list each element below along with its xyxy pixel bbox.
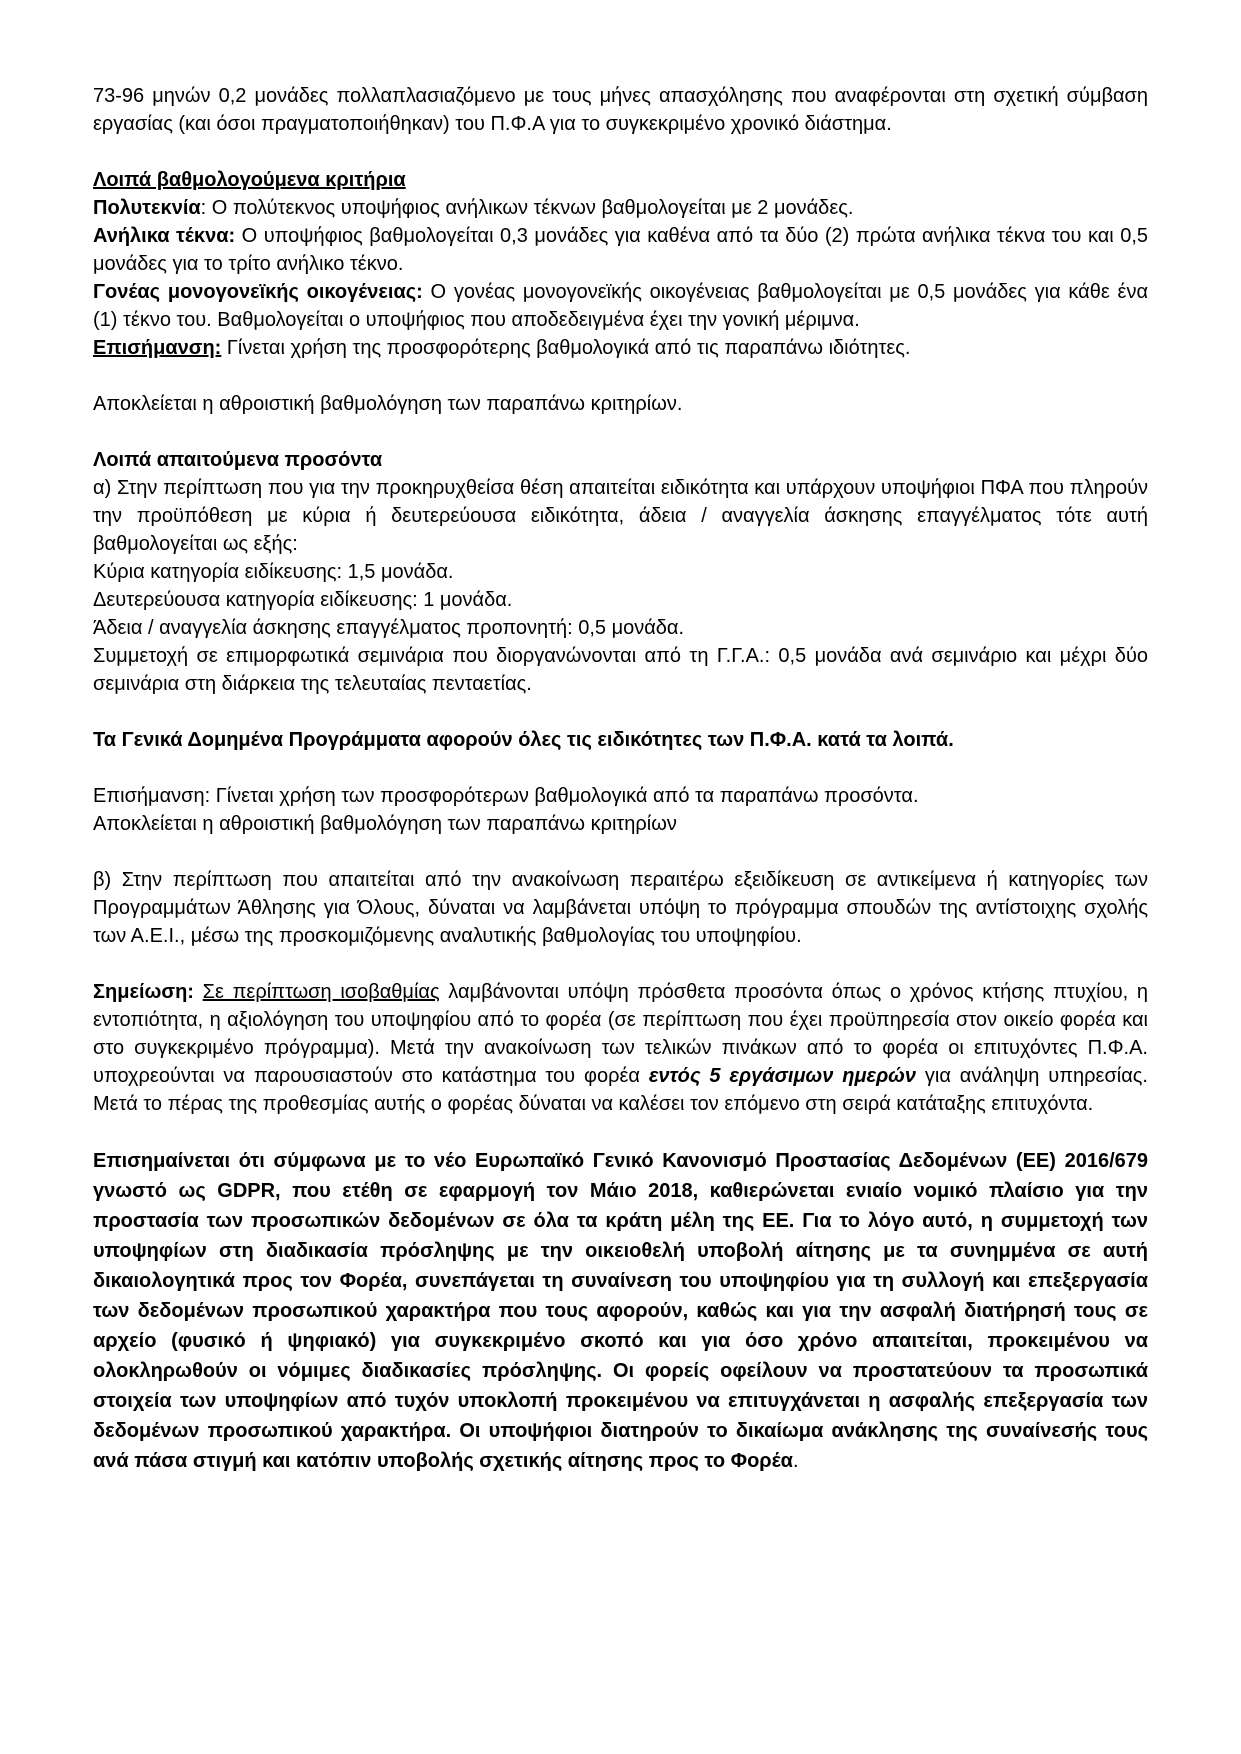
criterion-label: Πολυτεκνία <box>93 197 201 219</box>
blank-line <box>93 698 1148 726</box>
blank-line <box>93 362 1148 390</box>
criterion-single-parent <box>93 278 1148 334</box>
criterion-polyteknia <box>93 194 1148 222</box>
section-heading-required-qualifications <box>93 446 1148 474</box>
section-heading-scored-criteria <box>93 166 1148 194</box>
gdpr-period: . <box>792 1450 799 1472</box>
paragraph-text: α) Στην περίπτωση που για την προκηρυχθείσα θέση απαιτείται ειδικότητα και υπάρχουν υποψήφιοι ΠΦΑ που πληρούν την προϋπόθεση με κύρια ή δευτερεύουσα ειδικότητα, άδεια / αναγγελία άσκησης επαγγέλματος τότε αυτή βαθμολογείται ως εξής: <box>93 477 1148 555</box>
paragraph-text: Κύρια κατηγορία ειδίκευσης: 1,5 μονάδα. <box>93 561 454 583</box>
criterion-text: Ο υποψήφιος βαθμολογείται 0,3 μονάδες για καθένα από τα δύο (2) πρώτα ανήλικα τέκνα του και 0,5 μονάδες για το τρίτο ανήλικο τέκνο. <box>93 225 1148 275</box>
note-text-continued: για ανάληψη υπηρεσίας. Μετά το πέρας της προθεσμίας αυτής ο φορέας δύναται να καλέσει τον επόμενο στη σειρά κατάταξης επιτυχόντα. <box>93 1065 1148 1115</box>
gdpr-text: Επισημαίνεται ότι σύμφωνα με το νέο Ευρωπαϊκό Γενικό Κανονισμό Προστασίας Δεδομένων (ΕΕ) 2016/679 γνωστό ως GDPR, που ετέθη σε εφαρμογή τον Μάιο 2018, καθιερώνεται ενιαίο νομικό πλαίσιο για την προστασία των προσωπικών δεδομένων σε όλα τα κράτη μέλη της ΕΕ. Για το λόγο αυτό, η συμμετοχή των υποψηφίων στη διαδικασία πρόσληψης με την οικειοθελή υποβολή αίτησης με τα συνημμένα σε αυτή δικαιολογητικά προς τον Φορέα, συνεπάγεται τη συναίνεση του υποψηφίου για τη συλλογή και επεξεργασία των δεδομένων προσωπικού χαρακτήρα που τους αφορούν, καθώς και για την ασφαλή διατήρησή τους σε αρχείο (φυσικό ή ψηφιακό) για συγκεκριμένο σκοπό και για όσο χρόνο απαιτείται, προκειμένου να ολοκληρωθούν οι νόμιμες διαδικασίες πρόσληψης. Οι φορείς οφείλουν να προστατεύουν τα προσωπικά στοιχεία των υποψηφίων από τυχόν υποκλοπή προκειμένου να επιτυγχάνεται η ασφαλής επεξεργασία των δεδομένων προσωπικού χαρακτήρα. Οι υποψήφιοι διατηρούν το δικαίωμα ανάκλησης της συναίνεσής τους ανά πάσα στιγμή και κατόπιν υποβολής σχετικής αίτησης προς το Φορέα <box>93 1150 1148 1472</box>
criterion-label: Ανήλικα τέκνα: <box>93 225 236 247</box>
qualification-alpha <box>93 474 1148 558</box>
heading-text: Λοιπά βαθμολογούμενα κριτήρια <box>93 169 406 191</box>
paragraph-text: Αποκλείεται η αθροιστική βαθμολόγηση των παραπάνω κριτηρίων <box>93 813 677 835</box>
criterion-minor-children <box>93 222 1148 278</box>
scoring-secondary-specialty <box>93 586 1148 614</box>
blank-line <box>93 754 1148 782</box>
criterion-text: : Ο πολύτεκνος υποψήφιος ανήλικων τέκνων βαθμολογείται με 2 μονάδες. <box>200 197 854 219</box>
scoring-seminars <box>93 642 1148 698</box>
paragraph-text: β) Στην περίπτωση που απαιτείται από την ανακοίνωση περαιτέρω εξειδίκευση σε αντικείμενα ή κατηγορίες των Προγραμμάτων Άθλησης για Όλους, δύναται να λαμβάνεται υπόψη το πρόγραμμα σπουδών της αντίστοιχης σχολής των Α.Ε.Ι., μέσω της προσκομιζόμενης αναλυτικής βαθμολογίας του υποψηφίου. <box>93 869 1148 947</box>
note-text: Γίνεται χρήση της προσφορότερης βαθμολογικά από τις παραπάνω ιδιότητες. <box>221 337 911 359</box>
intro-paragraph <box>93 82 1148 138</box>
scoring-main-specialty <box>93 558 1148 586</box>
note-episimansi <box>93 334 1148 362</box>
paragraph-text: Αποκλείεται η αθροιστική βαθμολόγηση των παραπάνω κριτηρίων. <box>93 393 683 415</box>
scoring-coach-license <box>93 614 1148 642</box>
note-label: Σημείωση: <box>93 981 194 1003</box>
note-text: λαμβάνονται υπόψη πρόσθετα προσόντα όπως ο χρόνος κτήσης πτυχίου, η εντοπιότητα, η αξιολόγηση του υποψηφίου από το φορέα (σε περίπτωση που έχει προϋπηρεσία στον οικείο φορέα και στο συγκεκριμένο πρόγραμμα). Μετά την ανακοίνωση των τελικών πινάκων από το φορέα οι επιτυχόντες Π.Φ.Α. υποχρεούνται να παρουσιαστούν στο κατάστημα του φορέα <box>93 981 1148 1087</box>
criterion-label: Γονέας μονογονεϊκής οικογένειας: <box>93 281 423 303</box>
paragraph-text: Τα Γενικά Δομημένα Προγράμματα αφορούν όλες τις ειδικότητες των Π.Φ.Α. κατά τα λοιπά. <box>93 729 954 751</box>
note-label: Επισήμανση: <box>93 337 222 359</box>
paragraph-text: Επισήμανση: Γίνεται χρήση των προσφορότερων βαθμολογικά από τα παραπάνω προσόντα. <box>93 785 919 807</box>
exclusion-note-2 <box>93 810 1148 838</box>
blank-line <box>93 1118 1148 1146</box>
note-simeiosi-tie <box>93 978 1148 1118</box>
note-space <box>194 981 203 1003</box>
deadline-phrase: εντός 5 εργάσιμων ημερών <box>648 1065 916 1087</box>
gdpr-paragraph <box>93 1146 1148 1476</box>
qualification-beta <box>93 866 1148 950</box>
blank-line <box>93 418 1148 446</box>
paragraph-text: Συμμετοχή σε επιμορφωτικά σεμινάρια που διοργανώνονται από τη Γ.Γ.Α.: 0,5 μονάδα ανά σεμινάριο και μέχρι δύο σεμινάρια στη διάρκεια της τελευταίας πενταετίας. <box>93 645 1148 695</box>
general-structured-programs <box>93 726 1148 754</box>
exclusion-note-1 <box>93 390 1148 418</box>
heading-text: Λοιπά απαιτούμενα προσόντα <box>93 449 383 471</box>
tie-break-phrase: Σε περίπτωση ισοβαθμίας <box>202 981 440 1003</box>
note-episimansi-2 <box>93 782 1148 810</box>
paragraph-text: Άδεια / αναγγελία άσκησης επαγγέλματος προπονητή: 0,5 μονάδα. <box>93 617 685 639</box>
blank-line <box>93 950 1148 978</box>
paragraph-text: Δευτερεύουσα κατηγορία ειδίκευσης: 1 μονάδα. <box>93 589 513 611</box>
criterion-text: Ο γονέας μονογονεϊκής οικογένειας βαθμολογείται με 0,5 μονάδες για κάθε ένα (1) τέκνο του. Βαθμολογείται ο υποψήφιος που αποδεδειγμένα έχει την γονική μέριμνα. <box>93 281 1149 331</box>
blank-line <box>93 838 1148 866</box>
paragraph-text: 73-96 μηνών 0,2 μονάδες πολλαπλασιαζόμενο με τους μήνες απασχόλησης που αναφέρονται στη σχετική σύμβαση εργασίας (και όσοι πραγματοποιήθηκαν) του Π.Φ.Α για το συγκεκριμένο χρονικό διάστημα. <box>93 85 1148 135</box>
blank-line <box>93 138 1148 166</box>
